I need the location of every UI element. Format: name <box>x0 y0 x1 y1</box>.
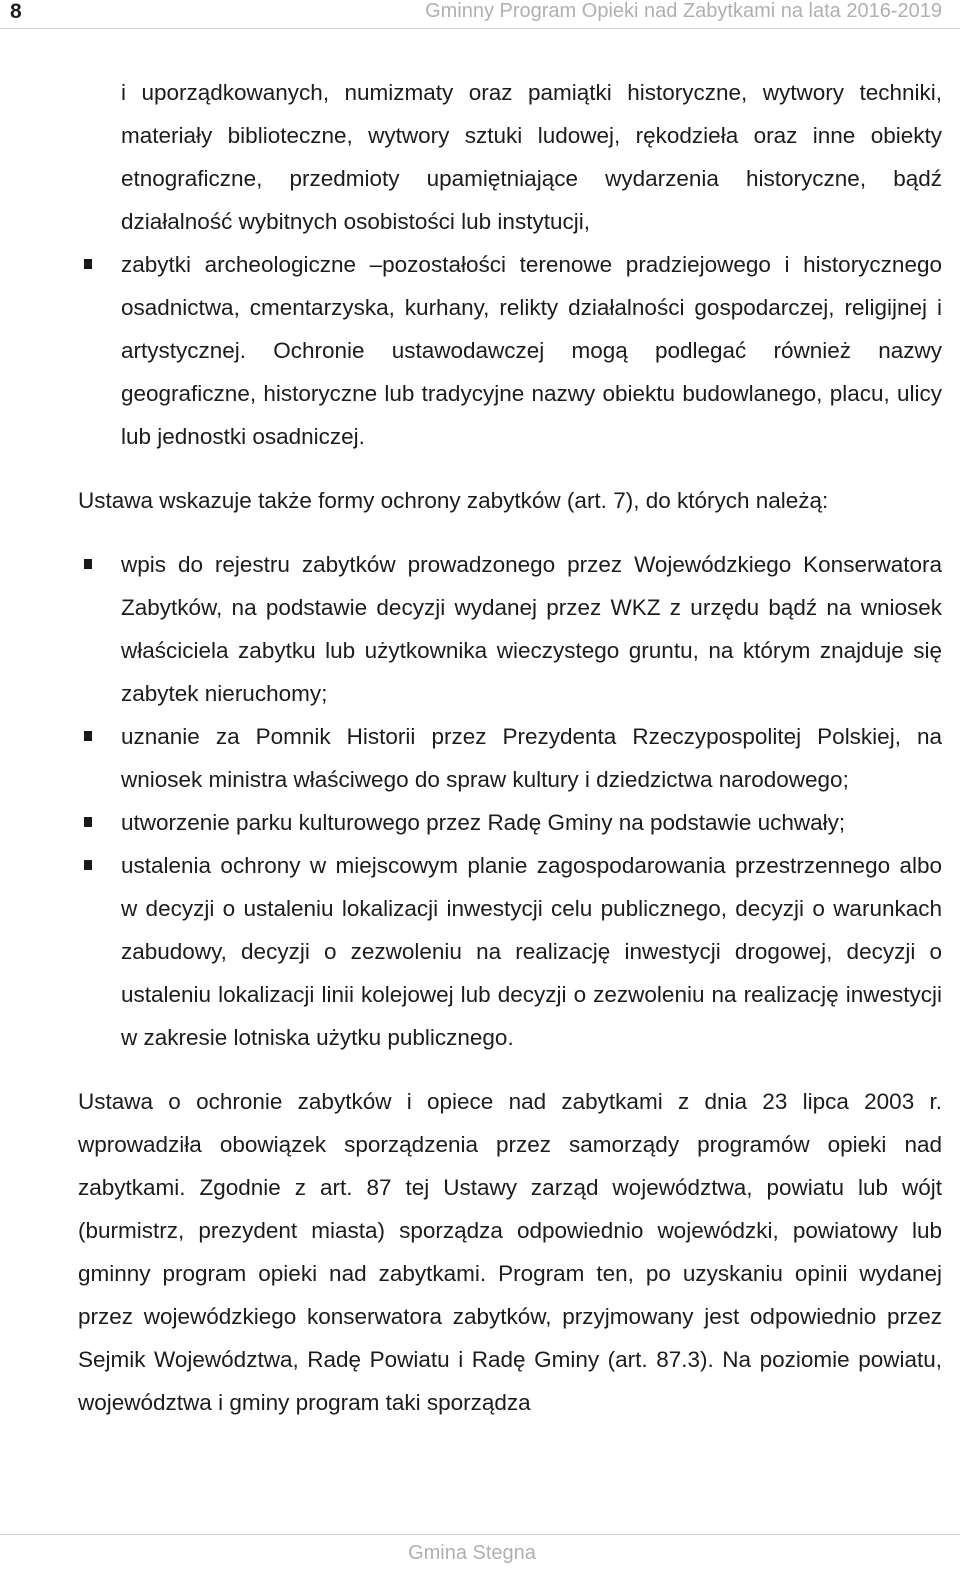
forms-intro-paragraph: Ustawa wskazuje także formy ochrony zabytków (art. 7), do których należą: <box>78 488 829 513</box>
document-title: Gminny Program Opieki nad Zabytkami na lata 2016-2019 <box>425 0 942 22</box>
page-content <box>78 71 942 1424</box>
footer-divider <box>0 1534 960 1535</box>
square-bullet-icon <box>84 817 92 827</box>
list-item-text: zabytki archeologiczne –pozostałości terenowe pradziejowego i historycznego osadnictwa, cmentarzyska, kurhany, relikty działalności gospodarczej, religijnej i artystycznej. Ochronie ustawodawczej mogą podlegać również nazwy geograficzne, historyczne lub tradycyjne nazwy obiektu budowlanego, placu, ulicy lub jednostki osadniczej. <box>121 252 942 449</box>
continuation-paragraph: i uporządkowanych, numizmaty oraz pamiątki historyczne, wytwory techniki, materiały biblioteczne, wytwory sztuki ludowej, rękodzieła oraz inne obiekty etnograficzne, przedmioty upamiętniające wydarzenia historyczne, bądź działalność wybitnych osobistości lub instytucji, <box>121 80 942 234</box>
bullet-list-objects <box>78 243 942 458</box>
square-bullet-icon <box>84 559 92 569</box>
list-item <box>78 844 942 1059</box>
header-divider <box>0 28 960 29</box>
bullet-list-protection-forms <box>78 543 942 1059</box>
page-header <box>0 0 960 26</box>
closing-paragraph: Ustawa o ochronie zabytków i opiece nad zabytkami z dnia 23 lipca 2003 r. wprowadziła obowiązek sporządzenia przez samorządy programów opieki nad zabytkami. Zgodnie z art. 87 tej Ustawy zarząd województwa, powiatu lub wójt (burmistrz, prezydent miasta) sporządza odpowiednio wojewódzki, powiatowy lub gminny program opieki nad zabytkami. Program ten, po uzyskaniu opinii wydanej przez wojewódzkiego konserwatora zabytków, przyjmowany jest odpowiednio przez Sejmik Województwa, Radę Powiatu i Radę Gminy (art. 87.3). Na poziomie powiatu, województwa i gminy program taki sporządza <box>78 1089 942 1415</box>
square-bullet-icon <box>84 860 92 870</box>
list-item-text: utworzenie parku kulturowego przez Radę Gminy na podstawie uchwały; <box>121 810 846 835</box>
page-footer: Gmina Stegna <box>408 1542 536 1564</box>
list-item-text: wpis do rejestru zabytków prowadzonego przez Wojewódzkiego Konserwatora Zabytków, na podstawie decyzji wydanej przez WKZ z urzędu bądź na wniosek właściciela zabytku lub użytkownika wieczystego gruntu, na którym znajduje się zabytek nieruchomy; <box>121 552 942 706</box>
list-item <box>78 543 942 715</box>
list-item-text: uznanie za Pomnik Historii przez Prezydenta Rzeczypospolitej Polskiej, na wniosek ministra właściwego do spraw kultury i dziedzictwa narodowego; <box>121 724 942 792</box>
square-bullet-icon <box>84 259 92 269</box>
square-bullet-icon <box>84 731 92 741</box>
list-item <box>78 715 942 801</box>
list-item-text: ustalenia ochrony w miejscowym planie zagospodarowania przestrzennego albo w decyzji o ustaleniu lokalizacji inwestycji celu publicznego, decyzji o warunkach zabudowy, decyzji o zezwoleniu na realizację inwestycji drogowej, decyzji o ustaleniu lokalizacji linii kolejowej lub decyzji o zezwoleniu na realizację inwestycji w zakresie lotniska użytku publicznego. <box>121 853 942 1050</box>
page-number: 8 <box>10 0 22 23</box>
list-item <box>78 243 942 458</box>
list-item <box>78 801 942 844</box>
